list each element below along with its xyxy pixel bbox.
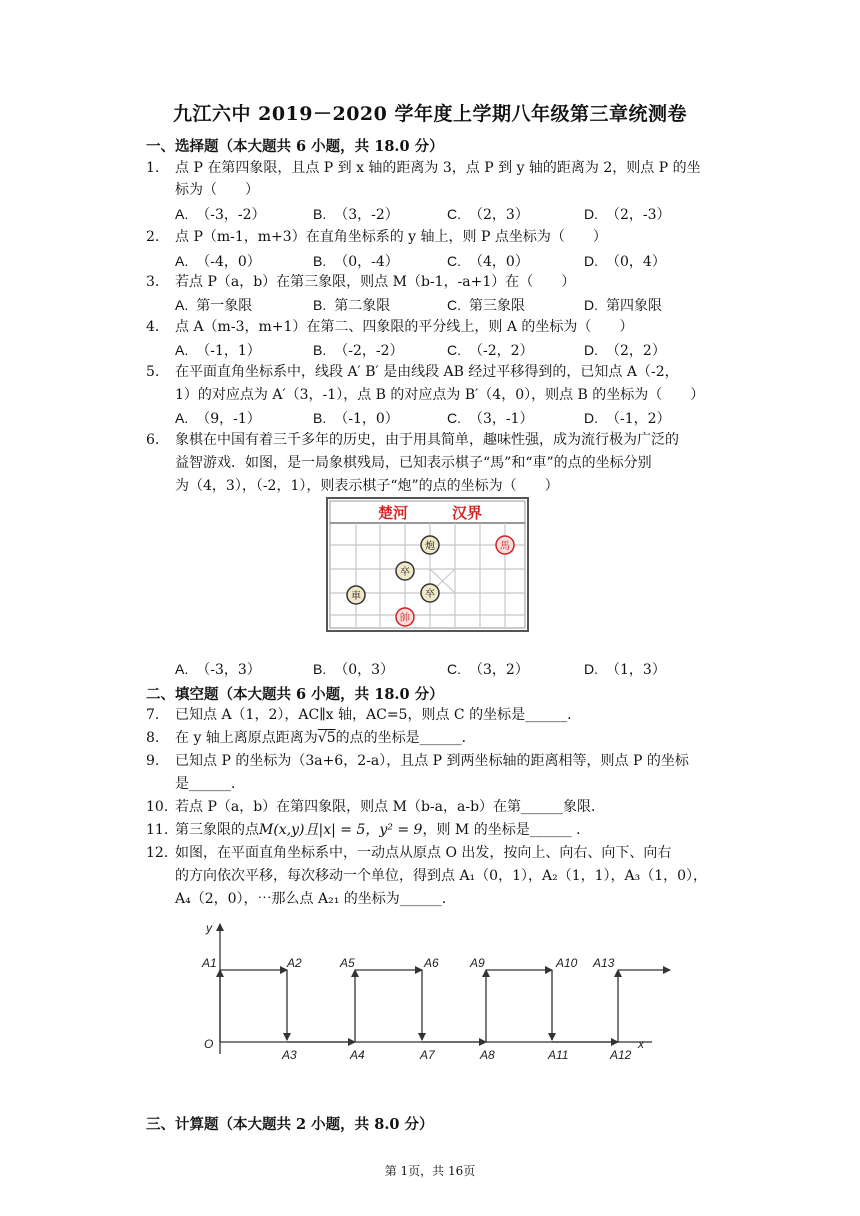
question-number: 6. (146, 432, 160, 448)
option-a[interactable]: A. （-3，-2） (175, 206, 266, 223)
svg-text:卒: 卒 (400, 567, 410, 578)
point-label: A11 (548, 1048, 569, 1060)
question-text: 的方向依次平移，每次移动一个单位，得到点 A₁（0，1），A₂（1，1），A₃（1，0）， (175, 868, 708, 884)
question-text: 若点 P（a，b）在第三象限，则点 M（b-1，-a+1）在（ ） (175, 274, 576, 290)
question-text: 已知点 P 的坐标为（3a+6，2-a），且点 P 到两坐标轴的距离相等，则点 P 的坐标 (175, 753, 689, 769)
svg-text:炮: 炮 (425, 541, 435, 552)
page-title: 九江六中 2019－2020 学年度上学期八年级第三章统测卷 (173, 103, 687, 125)
point-label: A4 (350, 1048, 365, 1060)
question-text: 在 y 轴上离原点距离为√5的点的坐标是______． (175, 730, 476, 746)
coordinate-path-figure (190, 918, 675, 1060)
question-text: 标为（ ） (175, 182, 259, 198)
option-c[interactable]: C. （2，3） (447, 206, 529, 223)
option-a[interactable]: A. （-3，3） (175, 661, 261, 678)
x-axis-label: x (638, 1037, 644, 1051)
question-text: 如图，在平面直角坐标系中，一动点从原点 O 出发，按向上、向右、向下、向右 (175, 845, 672, 861)
option-d[interactable]: D. （0，4） (584, 253, 666, 270)
section-heading-fill: 二、填空题（本大题共 6 小题，共 18.0 分） (146, 686, 444, 703)
option-b[interactable]: B. （0，-4） (313, 253, 399, 270)
option-c[interactable]: C. （3，2） (447, 661, 529, 678)
question-number: 12. (146, 845, 169, 861)
point-label: A3 (282, 1048, 297, 1060)
point-label: A8 (480, 1048, 495, 1060)
svg-text:馬: 馬 (500, 541, 510, 552)
question-number: 11. (146, 822, 169, 838)
point-label: A1 (202, 956, 217, 970)
option-b[interactable]: B. （-1，0） (313, 410, 399, 427)
question-number: 1. (146, 160, 160, 176)
section-heading-choice: 一、选择题（本大题共 6 小题，共 18.0 分） (146, 138, 444, 155)
question-text: 点 P（m-1，m+3）在直角坐标系的 y 轴上，则 P 点坐标为（ ） (175, 229, 607, 245)
question-text: A₄（2，0），⋯那么点 A₂₁ 的坐标为______． (175, 891, 456, 907)
option-d[interactable]: D. （1，3） (584, 661, 666, 678)
option-c[interactable]: C. （-2，2） (447, 342, 534, 359)
chess-piece-ju (347, 586, 365, 604)
svg-text:卒: 卒 (425, 589, 435, 600)
question-text: 在平面直角坐标系中，线段 A′ B′ 是由线段 AB 经过平移得到的，已知点 A（-2， (175, 364, 679, 380)
question-text: 若点 P（a，b）在第四象限，则点 M（b-a，a-b）在第______象限． (175, 799, 606, 815)
question-number: 5. (146, 364, 160, 380)
question-text: 为（4，3），（-2，1），则表示棋子“炮”的点的坐标为（ ） (175, 478, 559, 494)
option-d[interactable]: D. （2，2） (584, 342, 666, 359)
point-label: A2 (287, 956, 302, 970)
question-text: 点 A（m-3，m+1）在第二、四象限的平分线上，则 A 的坐标为（ ） (175, 319, 634, 335)
question-text: 益智游戏．如图，是一局象棋残局，已知表示棋子“馬”和“車”的点的坐标分别 (175, 455, 652, 471)
option-c[interactable]: C. （3，-1） (447, 410, 534, 427)
option-c[interactable]: C. （4，0） (447, 253, 529, 270)
option-b[interactable]: B. 第二象限 (313, 297, 391, 314)
question-number: 9. (146, 753, 160, 769)
svg-text:帥: 帥 (400, 613, 410, 624)
question-number: 8. (146, 730, 160, 746)
option-b[interactable]: B. （-2，-2） (313, 342, 404, 359)
point-label: A13 (593, 956, 615, 970)
section-heading-calc: 三、计算题（本大题共 2 小题，共 8.0 分） (146, 1116, 434, 1133)
option-b[interactable]: B. （0，3） (313, 661, 395, 678)
chess-piece-zu (421, 584, 439, 602)
question-text: 第三象限的点M(x,y)且|x| = 5，y² = 9，则 M 的坐标是______ ． (175, 822, 591, 838)
river-text-right: 汉界 (452, 505, 483, 522)
svg-text:車: 車 (351, 591, 361, 602)
question-text: 象棋在中国有着三千多年的历史，由于用具简单，趣味性强，成为流行极为广泛的 (175, 432, 679, 448)
sqrt-expression: √5 (317, 730, 336, 746)
question-text: 点 P 在第四象限，且点 P 到 x 轴的距离为 3，点 P 到 y 轴的距离为 2，则点 P 的坐 (175, 160, 701, 176)
option-a[interactable]: A. 第一象限 (175, 297, 253, 314)
question-text: 已知点 A（1，2），AC∥x 轴，AC=5，则点 C 的坐标是______． (175, 707, 582, 723)
option-a[interactable]: A. （-1，1） (175, 342, 261, 359)
point-label: A6 (424, 956, 439, 970)
chess-piece-pao (421, 536, 439, 554)
chess-board-figure (326, 497, 529, 632)
question-number: 3. (146, 274, 160, 290)
question-number: 7. (146, 707, 160, 723)
point-label: A5 (340, 956, 355, 970)
point-label: A12 (610, 1048, 632, 1060)
question-text: 1）的对应点为 A′（3，-1），点 B 的对应点为 B′（4，0），则点 B 的坐标为（ ） (175, 387, 705, 403)
chess-piece-zu (396, 562, 414, 580)
option-c[interactable]: C. 第三象限 (447, 297, 525, 314)
point-label: A7 (420, 1048, 435, 1060)
option-d[interactable]: D. （-1，2） (584, 410, 671, 427)
math-expression: M(x,y)且|x| = 5，y² = 9 (259, 822, 423, 838)
option-d[interactable]: D. 第四象限 (584, 297, 662, 314)
option-a[interactable]: A. （9，-1） (175, 410, 261, 427)
option-d[interactable]: D. （2，-3） (584, 206, 671, 223)
question-number: 2. (146, 229, 160, 245)
question-number: 10. (146, 799, 169, 815)
river-text-left: 楚河 (378, 505, 409, 522)
point-label: A10 (556, 956, 578, 970)
origin-label: O (204, 1037, 214, 1051)
question-number: 4. (146, 319, 160, 335)
option-b[interactable]: B. （3，-2） (313, 206, 399, 223)
page-footer: 第 1页，共 16页 (384, 1164, 476, 1178)
question-text: 是______． (175, 776, 245, 792)
point-label: A9 (470, 956, 485, 970)
chess-piece-shuai (396, 608, 414, 626)
path-arrows (220, 970, 670, 1042)
chess-piece-ma (496, 536, 514, 554)
y-axis-label: y (206, 921, 212, 935)
option-a[interactable]: A. （-4，0） (175, 253, 261, 270)
